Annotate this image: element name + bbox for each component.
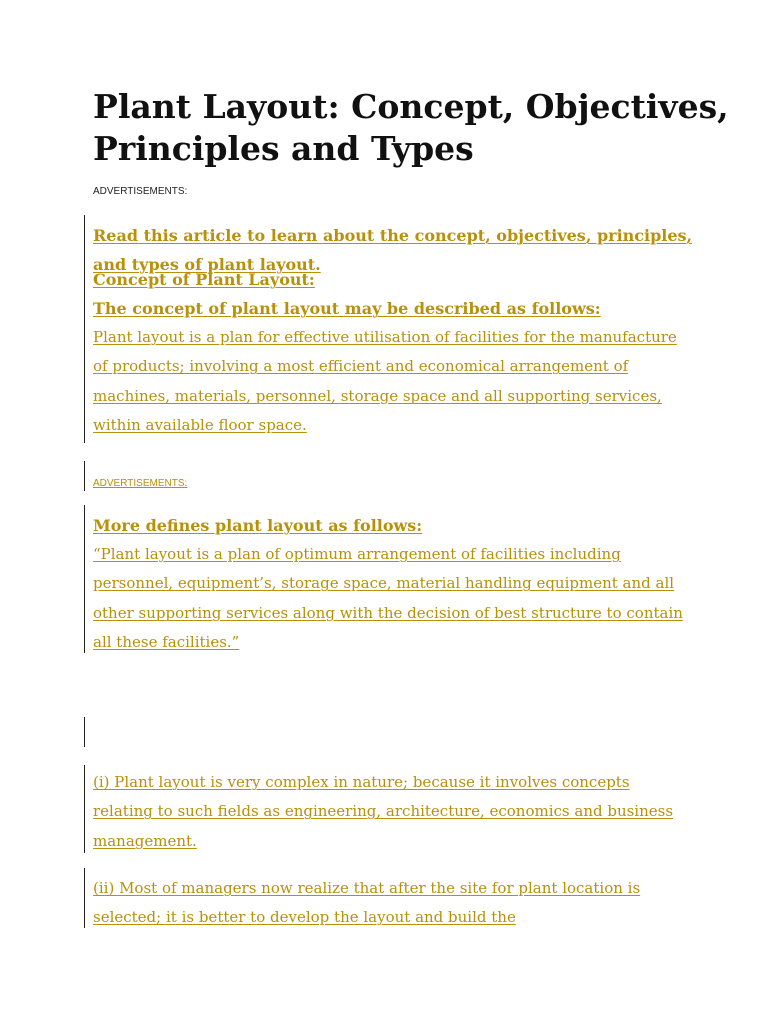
quote-bar bbox=[84, 461, 85, 491]
point-text[interactable]: (ii) Most of managers now realize that after the site for plant location is selected; it is better to develop the layout and build the bbox=[93, 879, 641, 927]
concept-subheading[interactable]: The concept of plant layout may be described as follows: bbox=[93, 299, 601, 318]
point-text[interactable]: (i) Plant layout is very complex in nature; because it involves concepts relating to such fields as engineering, architecture, economics and business management. bbox=[93, 773, 674, 850]
more-heading[interactable]: More defines plant layout as follows: bbox=[93, 516, 423, 535]
quote-bar bbox=[84, 215, 85, 443]
quote-bar bbox=[84, 505, 85, 653]
page-title: Plant Layout: Concept, Objectives, Principles and Types bbox=[93, 87, 729, 168]
advertisement-label: ADVERTISEMENTS: bbox=[93, 186, 188, 197]
concept-section bbox=[93, 221, 693, 440]
more-section bbox=[93, 511, 693, 657]
quote-bar bbox=[84, 717, 85, 747]
concept-body[interactable]: Plant layout is a plan for effective utilisation of facilities for the manufacture of products; involving a most efficient and economical arrangement of machines, materials, personnel, storage space and all supporting services, within available floor space. bbox=[93, 328, 677, 434]
more-quote[interactable]: “Plant layout is a plan of optimum arrangement of facilities including personnel, equipment’s, storage space, material handling equipment and all other supporting services along with the decision of best structure to contain all these facilities.” bbox=[93, 545, 683, 651]
point-2 bbox=[93, 874, 693, 933]
point-1 bbox=[93, 768, 693, 856]
concept-heading[interactable]: Concept of Plant Layout: bbox=[93, 270, 315, 289]
intro-text[interactable]: Read this article to learn about the concept, objectives, principles, and types of plant layout. bbox=[93, 226, 693, 274]
advertisement-link[interactable]: ADVERTISEMENTS: bbox=[93, 478, 188, 489]
quote-bar bbox=[84, 765, 85, 853]
quote-bar bbox=[84, 868, 85, 928]
